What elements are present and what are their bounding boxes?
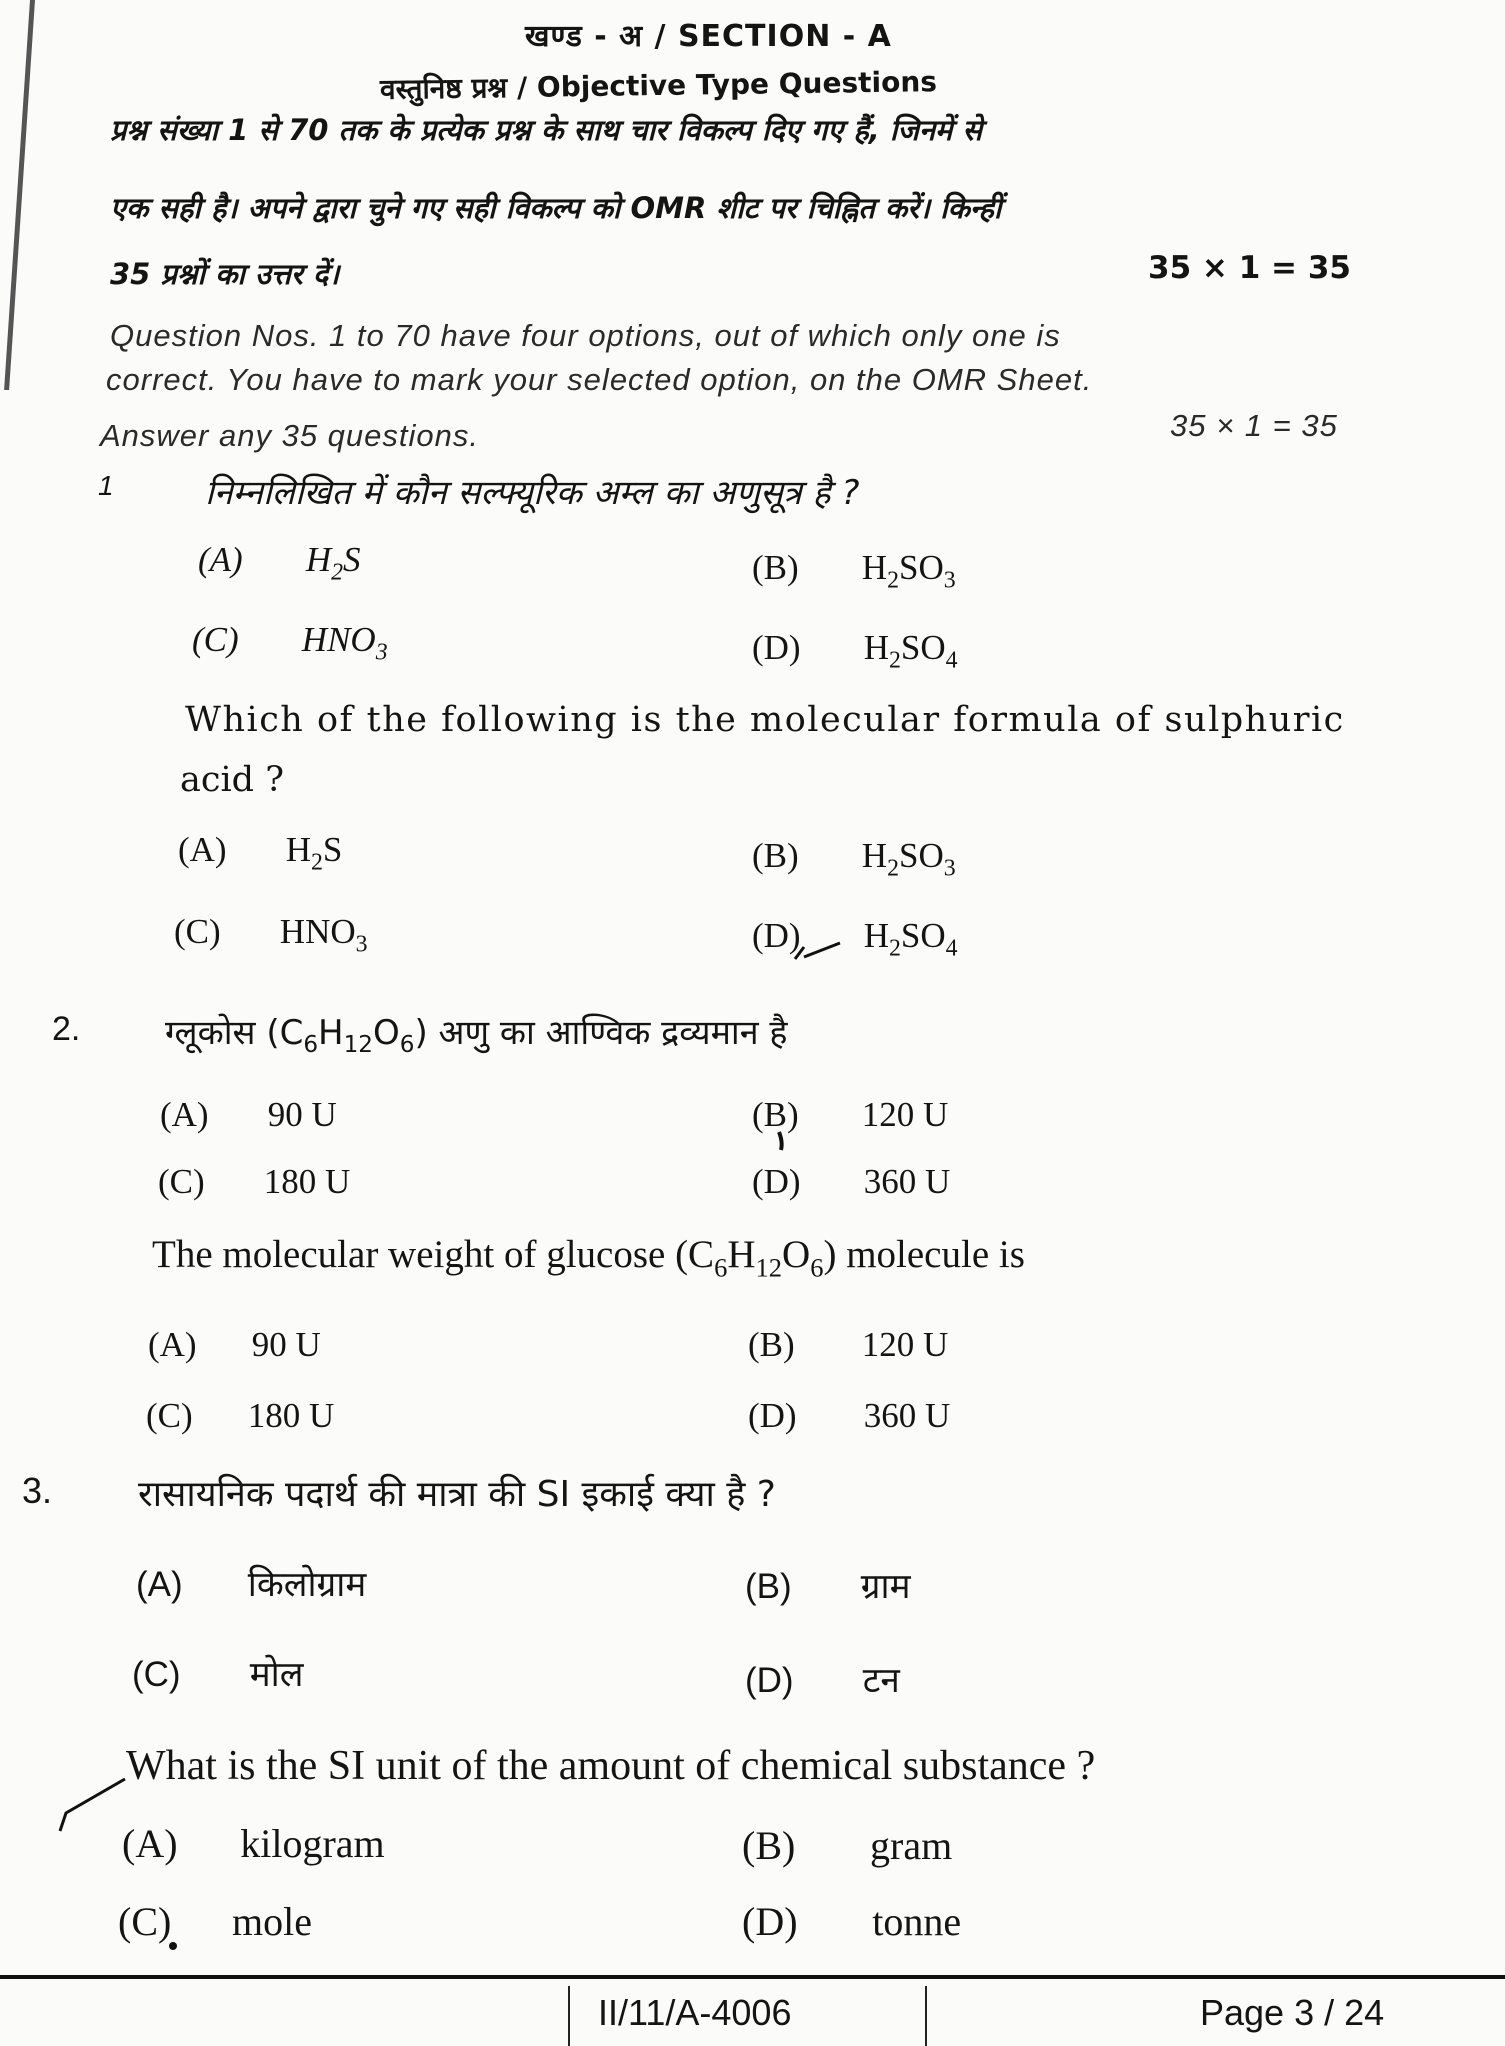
question-3-hindi-option-d[interactable]: (D) टन [745,1661,900,1701]
footer-divider [0,1975,1505,1979]
page-number: Page 3 / 24 [1200,1992,1385,2033]
tick-mark-icon [164,1938,184,1954]
question-1-english-option-c[interactable]: (C) $HNO_3$ [174,912,368,958]
formula: $H_2S$ [285,830,343,876]
question-2-hindi-option-b[interactable]: (B) 120 U [752,1095,949,1134]
question-1-hindi-option-d[interactable]: (D) $H_2SO_4$ [752,628,958,674]
question-3-english-option-a[interactable]: (A) kilogram [122,1821,385,1866]
question-1-hindi-text: निम्नलिखित में कौन सल्फ्यूरिक अम्ल का अणुसूत्र है ? [205,473,860,513]
formula: $H_2S$ [305,540,361,586]
question-2-number: 2. [52,1010,81,1048]
question-2-english-text: The molecular weight of glucose $(C_6H_{12}O_6)$ molecule is [152,1233,1025,1283]
formula: $H_2SO_3$ [861,836,956,882]
question-2-hindi-option-d[interactable]: (D) 360 U [752,1162,951,1201]
question-3-hindi-text: रासायनिक पदार्थ की मात्रा की SI इकाई क्या है ? [138,1474,776,1515]
formula: $H_2SO_4$ [863,628,958,674]
paper-code: II/11/A-4006 [598,1992,792,2033]
question-1-hindi-option-b[interactable]: (B) $H_2SO_3$ [752,548,956,594]
page-edge-line [4,0,43,390]
marks-english: 35 × 1 = 35 [1170,408,1338,443]
question-3-english-option-b[interactable]: (B) gram [742,1823,953,1868]
question-1-english-option-a[interactable]: (A) $H_2S$ [178,830,343,876]
instructions-english-line2: correct. You have to mark your selected option, on the OMR Sheet. [106,362,1093,397]
question-2-hindi-option-c[interactable]: (C) 180 U [158,1162,351,1201]
checkmark-icon [790,935,850,965]
question-3-hindi-option-c[interactable]: (C) मोल [132,1655,304,1695]
instructions-english-line1: Question Nos. 1 to 70 have four options, out of which only one is [110,318,1061,353]
question-2-english-option-d[interactable]: (D) 360 U [748,1396,951,1435]
question-3-hindi-option-a[interactable]: (A) किलोग्राम [136,1565,367,1605]
question-1-number: 1 [98,470,114,501]
formula: $HNO_3$ [279,912,368,958]
question-1-english-line2: acid ? [180,760,284,800]
instructions-hindi-line2: एक सही है। अपने द्वारा चुने गए सही विकल्प को OMR शीट पर चिह्नित करें। किन्हीं [110,191,1002,225]
question-2-hindi-option-a[interactable]: (A) 90 U [160,1095,337,1134]
formula: $HNO_3$ [301,620,388,666]
question-2-english-option-a[interactable]: (A) 90 U [148,1325,321,1364]
tick-mark-icon [775,1128,795,1154]
formula: $H_2SO_4$ [863,916,958,962]
instructions-english-line3: Answer any 35 questions. [100,418,479,453]
question-3-number: 3. [22,1470,53,1511]
marks-hindi: 35 × 1 = 35 [1148,250,1351,286]
question-3-english-option-c[interactable]: (C) mole [118,1899,313,1944]
question-2-english-option-c[interactable]: (C) 180 U [146,1396,335,1435]
question-1-hindi-option-a[interactable]: (A) $H_2S$ [198,540,361,586]
question-2-hindi-text: ग्लूकोस $(C_6H_{12}O_6)$ अणु का आण्विक द्रव्यमान है [165,1013,788,1059]
question-1-english-option-d[interactable]: (D) $H_2SO_4$ [752,916,958,962]
question-3-english-option-d[interactable]: (D) tonne [742,1899,962,1944]
question-1-english-line1: Which of the following is the molecular formula of sulphuric [185,700,1345,740]
instructions-hindi-line1: प्रश्न संख्या 1 से 70 तक के प्रत्येक प्रश्न के साथ चार विकल्प दिए गए हैं, जिनमें से [110,113,983,147]
question-3-hindi-option-b[interactable]: (B) ग्राम [745,1567,911,1607]
question-1-hindi-option-c[interactable]: (C) $HNO_3$ [192,620,388,666]
formula: $H_2SO_3$ [861,548,956,594]
question-3-english-text: What is the SI unit of the amount of chemical substance ? [126,1743,1096,1789]
section-title: खण्ड - अ / SECTION - A [525,19,892,54]
instructions-hindi-line3: 35 प्रश्नों का उत्तर दें। [110,257,340,291]
pen-stroke-icon [50,1775,130,1835]
question-1-english-option-b[interactable]: (B) $H_2SO_3$ [752,836,956,882]
section-subtitle: वस्तुनिष्ठ प्रश्न / Objective Type Questions [379,65,938,106]
question-2-english-option-b[interactable]: (B) 120 U [748,1325,949,1364]
